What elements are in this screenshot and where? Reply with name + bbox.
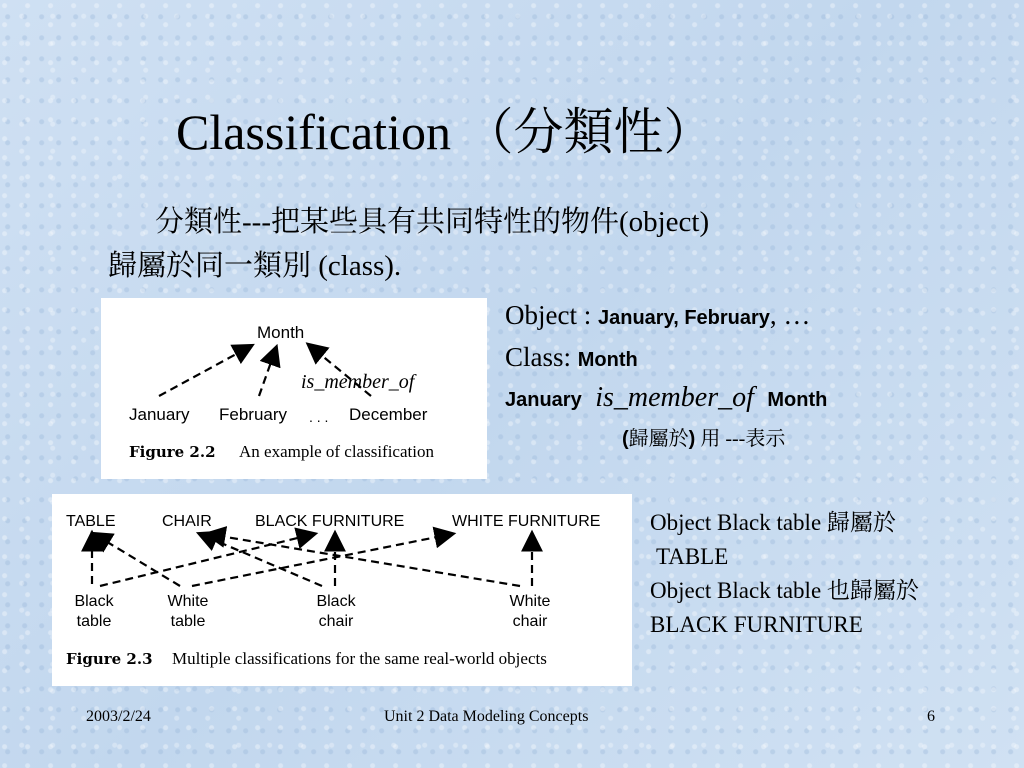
relation-subject: January bbox=[505, 389, 582, 411]
relation-note-open: ( bbox=[622, 428, 629, 450]
node-month: Month bbox=[257, 323, 305, 342]
relation-object: Month bbox=[767, 389, 828, 411]
edge-february-month bbox=[259, 348, 276, 396]
object-black-chair-1: Black bbox=[316, 593, 356, 610]
object-tail: , … bbox=[769, 300, 811, 330]
relation-note-zh: 歸屬於 bbox=[628, 428, 689, 450]
edge-january-month bbox=[159, 346, 251, 396]
figure-classification bbox=[101, 298, 487, 479]
note-line-3: Object Black table 也歸屬於 bbox=[650, 578, 919, 603]
footer-course: Unit 2 Data Modeling Concepts bbox=[384, 708, 589, 725]
edge-blacktable-blackfurniture bbox=[100, 534, 314, 586]
node-february: February bbox=[219, 405, 288, 424]
edge-whitetable-table bbox=[94, 534, 180, 586]
relation-note-close: ) bbox=[688, 428, 696, 450]
class-chair: CHAIR bbox=[162, 513, 212, 530]
object-white-chair-2: chair bbox=[512, 613, 548, 630]
intro-line-1: 分類性---把某些具有共同特性的物件(object) bbox=[155, 206, 710, 238]
figure1-caption-num: Figure 2.2 bbox=[129, 443, 216, 461]
object-white-table-2: table bbox=[170, 613, 206, 630]
relation-label: is_member_of bbox=[301, 371, 415, 393]
relation-note-tail: 用 ---表示 bbox=[695, 428, 786, 450]
class-white-furniture: WHITE FURNITURE bbox=[452, 513, 601, 530]
object-white-chair-1: White bbox=[509, 593, 551, 610]
note-line-2: TABLE bbox=[656, 544, 729, 569]
footer-page-number: 6 bbox=[927, 708, 935, 725]
class-label: Class: bbox=[505, 342, 578, 372]
classification-diagram bbox=[101, 298, 487, 479]
intro-line-2: 歸屬於同一類別 (class). bbox=[108, 250, 402, 282]
class-value: Month bbox=[577, 349, 638, 371]
figure-multiple-classification bbox=[52, 494, 632, 686]
slide-title: Classification （分類性） bbox=[176, 104, 714, 160]
footer-date: 2003/2/24 bbox=[86, 708, 151, 725]
class-black-furniture: BLACK FURNITURE bbox=[255, 513, 405, 530]
figure1-caption-text: An example of classification bbox=[239, 442, 434, 461]
node-ellipsis: . . . bbox=[309, 409, 329, 425]
object-label: Object : bbox=[505, 300, 598, 330]
note-line-1: Object Black table 歸屬於 bbox=[650, 510, 896, 535]
multiple-classification-diagram bbox=[52, 494, 632, 686]
multiple-classification-notes bbox=[650, 506, 919, 642]
object-black-table-2: table bbox=[76, 613, 112, 630]
object-black-chair-2: chair bbox=[318, 613, 354, 630]
object-black-table-1: Black bbox=[74, 593, 114, 610]
object-values: January, February bbox=[597, 307, 770, 329]
edge-whitetable-whitefurniture bbox=[192, 534, 452, 586]
object-white-table-1: White bbox=[167, 593, 209, 610]
figure2-caption-text: Multiple classifications for the same real-world objects bbox=[172, 649, 547, 668]
note-line-4: BLACK FURNITURE bbox=[650, 612, 863, 637]
edge-whitechair-chair bbox=[208, 534, 520, 586]
relation-verb: is_member_of bbox=[595, 382, 754, 413]
figure2-caption-num: Figure 2.3 bbox=[66, 650, 153, 668]
class-table: TABLE bbox=[66, 513, 116, 530]
node-december: December bbox=[349, 405, 428, 424]
node-january: January bbox=[129, 405, 190, 424]
